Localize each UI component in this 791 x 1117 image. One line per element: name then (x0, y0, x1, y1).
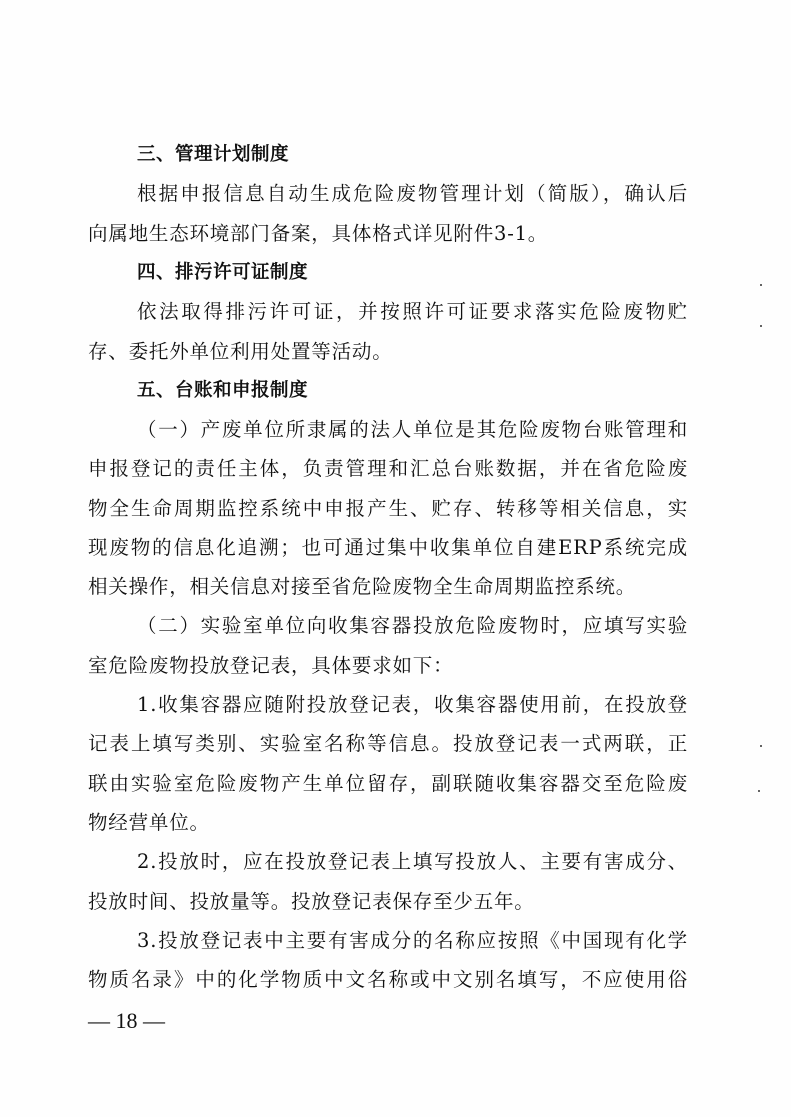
paragraph-line: 物经营单位。 (88, 811, 210, 834)
scan-speck (760, 745, 762, 747)
scan-speck (758, 790, 760, 792)
paragraph-line: 2.投放时，应在投放登记表上填写投放人、主要有害成分、 (137, 850, 688, 873)
paragraph-line: 依法取得排污许可证，并按照许可证要求落实危险废物贮 (137, 300, 688, 323)
paragraph-line: 向属地生态环境部门备案，具体格式详见附件3-1。 (88, 222, 549, 245)
paragraph-line: 1.收集容器应随附投放登记表，收集容器使用前，在投放登 (137, 693, 688, 716)
paragraph-line: 根据申报信息自动生成危险废物管理计划（简版），确认后 (137, 182, 688, 205)
paragraph-line: 联由实验室危险废物产生单位留存，副联随收集容器交至危险废 (88, 772, 688, 795)
paragraph-line: 申报登记的责任主体，负责管理和汇总台账数据，并在省危险废 (88, 457, 688, 480)
paragraph-line: 投放时间、投放量等。投放登记表保存至少五年。 (88, 890, 535, 913)
paragraph-line: 物质名录》中的化学物质中文名称或中文别名填写，不应使用俗 (88, 968, 688, 991)
paragraph-line: 记表上填写类别、实验室名称等信息。投放登记表一式两联，正 (88, 732, 688, 755)
paragraph-line: （二）实验室单位向收集容器投放危险废物时，应填写实验 (137, 614, 688, 637)
section-heading-management-plan: 三、管理计划制度 (137, 144, 290, 165)
page-number-footer: — 18 — (88, 1008, 165, 1033)
paragraph-line: 存、委托外单位利用处置等活动。 (88, 340, 393, 363)
paragraph-line: 3.投放登记表中主要有害成分的名称应按照《中国现有化学 (137, 929, 688, 952)
paragraph-line: 室危险废物投放登记表，具体要求如下： (88, 654, 454, 677)
paragraph-line: 相关操作，相关信息对接至省危险废物全生命周期监控系统。 (88, 575, 637, 598)
scan-speck (760, 284, 762, 286)
scan-speck (760, 325, 762, 327)
section-heading-ledger-declaration: 五、台账和申报制度 (137, 380, 309, 401)
paragraph-line: 现废物的信息化追溯；也可通过集中收集单位自建ERP系统完成 (88, 536, 688, 559)
paragraph-line: 物全生命周期监控系统中申报产生、贮存、转移等相关信息，实 (88, 497, 688, 520)
paragraph-line: （一）产废单位所隶属的法人单位是其危险废物台账管理和 (137, 418, 688, 441)
section-heading-discharge-permit: 四、排污许可证制度 (137, 262, 309, 283)
